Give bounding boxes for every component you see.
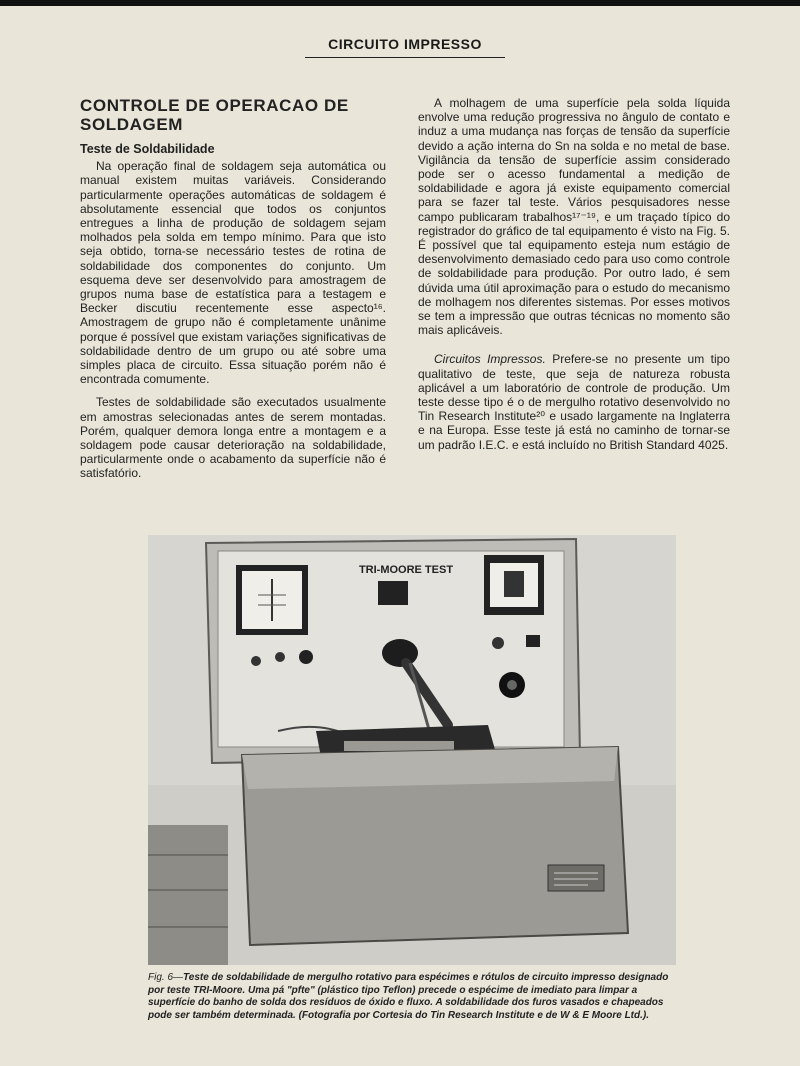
figure-caption <box>148 972 676 1022</box>
panel-label: TRI-MOORE TEST <box>358 564 454 576</box>
paragraph-4-body: Prefere-se no presente um tipo qualitativo de teste, que seja de natureza robusta aplicável a um laboratório de controle de produção. Um teste desse tipo é o de mergulho rotativo desenvolvido no Tin Research Institute²⁰ e usado largamente na Inglaterra e na Europa. Esse teste já está no caminho de tornar-se um padrão I.E.C. e está incluído no British Standard 4025. <box>418 352 730 452</box>
section-title <box>80 96 386 134</box>
section-title-line2: SOLDAGEM <box>80 115 184 134</box>
header-rule <box>305 57 505 58</box>
paragraph-4-lead: Circuitos Impressos. <box>434 352 546 367</box>
section-title-line1: CONTROLE DE OPERACAO DE <box>80 96 349 115</box>
subheading: Teste de Soldabilidade <box>80 142 215 156</box>
paragraph-1: Na operação final de soldagem seja automática ou manual existem muitas variáveis. Considerando particularmente operações automáticas de soldagem é absolutamente essencial que todos os conjuntos entregues a linha de produção de soldagem sejam molhados pela solda em tempo mínimo. Para que isto seja obtido, torna-se necessário testes de rotina de soldabilidade dos componentes do conjunto. Um esquema deve ser desenvolvido para amostragem de grupos numa base de estatística para a testagem e Becker discutiu recentemente esse aspecto¹⁶. Amostragem de grupo não é completamente unânime porque é possível que existam variações significativas de soldabilidade dentro de um grupo ou até sobre uma simples placa de circuito. Essa situação porém não é encontrada comumente. <box>80 159 386 387</box>
tri-moore-machine-illustration <box>148 535 676 965</box>
paragraph-4 <box>418 352 730 451</box>
paragraph-2: Testes de soldabilidade são executados usualmente em amostras selecionadas antes de serem montadas. Porém, qualquer demora longa entre a montagem e a soldagem pode causar deterioração na soldabilidade, particularmente onde o acabamento da superfície não é satisfatório. <box>80 395 386 481</box>
left-column <box>80 96 386 481</box>
top-border <box>0 0 800 6</box>
running-header: CIRCUITO IMPRESSO <box>328 36 482 52</box>
figure-photo <box>148 535 676 965</box>
figure-caption-label: Fig. 6— <box>148 972 184 983</box>
right-column <box>418 96 730 452</box>
paragraph-3: A molhagem de uma superfície pela solda líquida envolve uma redução progressiva no ângulo de contato e induz a uma mudança nas forças de tensão da superfície devido a ação interna do Sn na solda e no metal de base. Vigilância da tensão de superfície assim considerado pode ser o acesso fundamental a medição de soldabilidade e agora já existe equipamento comercial para se fazer tal teste. Vários pesquisadores nesse campo publicaram trabalhos¹⁷⁻¹⁹, e um traçado típico do registrador do gráfico de tal equipamento é visto na Fig. 5. É possível que tal equipamento esteja num estágio de desenvolvimento demasiado cedo para uso como controle de soldabilidade para produção. Por outro lado, é sem dúvida uma útil aproximação para o estudo do mecanismo de molhagem nos diferentes sistemas. Por esses motivos se tem a impressão que outras técnicas no momento são mais aplicáveis. <box>418 96 730 338</box>
figure-caption-text: Teste de soldabilidade de mergulho rotativo para espécimes e rótulos de circuito impresso designado por teste TRI-Moore. Uma pá "pfte" (plástico tipo Teflon) precede o espécime de imediato para limpar a superfície do banho de solda dos resíduos de óxido e fluxo. A soldabilidade dos furos vasados e chapeados pode ser também determinada. (Fotografia por Cortesia do Tin Research Institute e de W & E Moore Ltd.). <box>148 972 669 1021</box>
